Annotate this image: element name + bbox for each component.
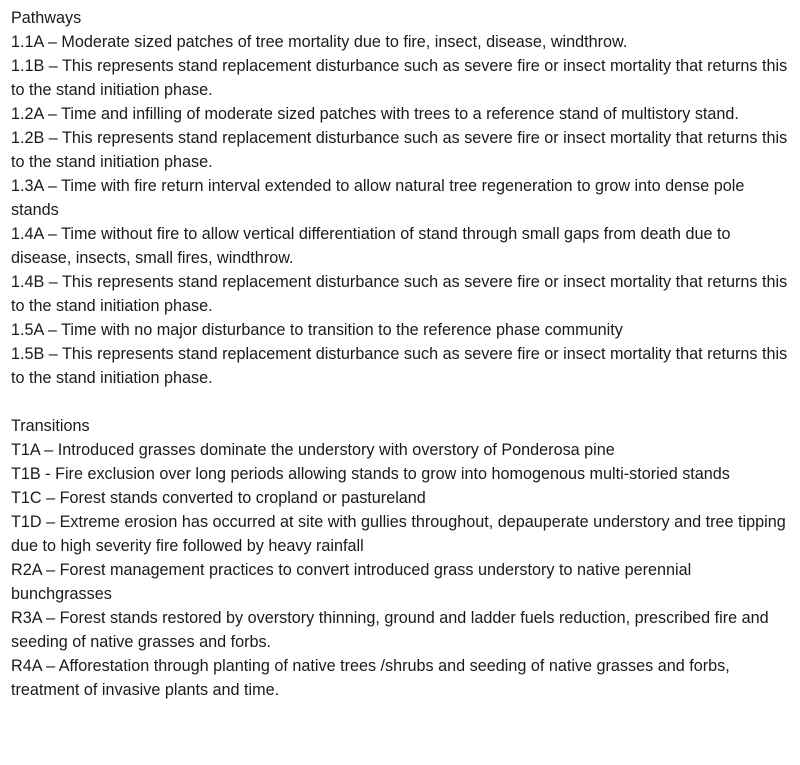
pathway-1-5a: 1.5A – Time with no major disturbance to transition to the reference phase community xyxy=(11,321,623,339)
pathway-1-3a: 1.3A – Time with fire return interval extended to allow natural tree regeneration to grow into dense pole stands xyxy=(11,177,745,219)
pathways-heading: Pathways xyxy=(11,9,82,27)
transitions-heading: Transitions xyxy=(11,417,90,435)
transition-t1c: T1C – Forest stands converted to cropland or pastureland xyxy=(11,489,426,507)
pathway-1-2b: 1.2B – This represents stand replacement disturbance such as severe fire or insect mortality that returns this to the stand initiation phase. xyxy=(11,129,788,171)
transition-t1b: T1B - Fire exclusion over long periods allowing stands to grow into homogenous multi-storied stands xyxy=(11,465,730,483)
transition-t1d: T1D – Extreme erosion has occurred at site with gullies throughout, depauperate understory and tree tipping due to high severity fire followed by heavy rainfall xyxy=(11,513,786,555)
pathway-1-1a: 1.1A – Moderate sized patches of tree mortality due to fire, insect, disease, windthrow. xyxy=(11,33,628,51)
pathway-1-2a: 1.2A – Time and infilling of moderate sized patches with trees to a reference stand of multistory stand. xyxy=(11,105,739,123)
transition-r3a: R3A – Forest stands restored by overstory thinning, ground and ladder fuels reduction, prescribed fire and seeding of native grasses and forbs. xyxy=(11,609,769,651)
pathway-1-1b: 1.1B – This represents stand replacement disturbance such as severe fire or insect mortality that returns this to the stand initiation phase. xyxy=(11,57,788,99)
section-spacer xyxy=(11,390,791,414)
transition-r2a: R2A – Forest management practices to convert introduced grass understory to native perennial bunchgrasses xyxy=(11,561,692,603)
pathway-1-4a: 1.4A – Time without fire to allow vertical differentiation of stand through small gaps from death due to disease, insects, small fires, windthrow. xyxy=(11,225,731,267)
pathway-1-5b: 1.5B – This represents stand replacement disturbance such as severe fire or insect mortality that returns this to the stand initiation phase. xyxy=(11,345,788,387)
pathway-1-4b: 1.4B – This represents stand replacement disturbance such as severe fire or insect mortality that returns this to the stand initiation phase. xyxy=(11,273,788,315)
transition-t1a: T1A – Introduced grasses dominate the understory with overstory of Ponderosa pine xyxy=(11,441,615,459)
transition-r4a: R4A – Afforestation through planting of native trees /shrubs and seeding of native grasses and forbs, treatment of invasive plants and time. xyxy=(11,657,730,699)
document-body xyxy=(11,6,791,702)
